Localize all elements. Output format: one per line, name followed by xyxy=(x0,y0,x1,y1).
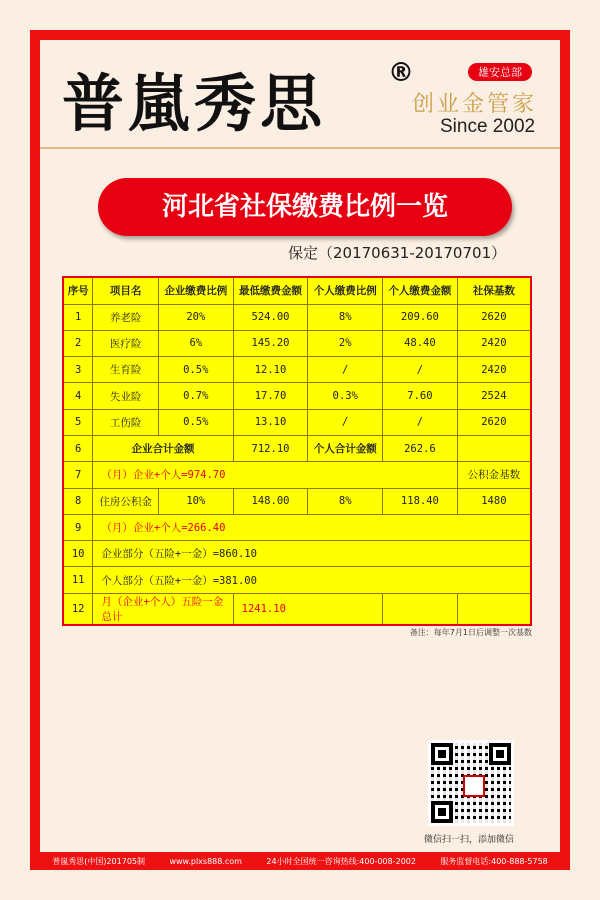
cell: 4 xyxy=(63,383,93,409)
table-header xyxy=(63,277,531,304)
cell: 48.40 xyxy=(383,330,458,356)
slogan: 创业金管家 xyxy=(412,92,538,117)
cell: 养老险 xyxy=(93,304,159,330)
table-row xyxy=(63,409,531,435)
cell: 1241.10 xyxy=(233,593,382,625)
cell: 712.10 xyxy=(233,435,308,461)
col-header: 企业缴费比例 xyxy=(158,277,233,304)
cell: 12 xyxy=(63,593,93,625)
cell: 8 xyxy=(63,488,93,514)
cell: 1480 xyxy=(457,488,531,514)
cell: 2620 xyxy=(457,409,531,435)
table-row xyxy=(63,488,531,514)
table-row xyxy=(63,330,531,356)
col-header: 社保基数 xyxy=(457,277,531,304)
cell: （月）企业+个人=266.40 xyxy=(93,514,531,540)
cell: / xyxy=(308,409,383,435)
cell: 工伤险 xyxy=(93,409,159,435)
cell: 1 xyxy=(63,304,93,330)
cell: / xyxy=(383,357,458,383)
cell: 医疗险 xyxy=(93,330,159,356)
brand-logo: 普嵐秀思 xyxy=(62,67,327,140)
cell: 3 xyxy=(63,357,93,383)
cell: 17.70 xyxy=(233,383,308,409)
cell: 住房公积金 xyxy=(93,488,159,514)
table-row xyxy=(63,383,531,409)
cell xyxy=(383,593,458,625)
poster-frame xyxy=(30,30,570,870)
cell: 个人部分（五险+一金）=381.00 xyxy=(93,567,531,593)
cell: 公积金基数 xyxy=(457,462,531,488)
col-header: 个人缴费金额 xyxy=(383,277,458,304)
cell: 2420 xyxy=(457,330,531,356)
since-text: Since 2002 xyxy=(440,116,536,137)
footer-bar xyxy=(40,854,560,868)
col-header: 最低缴费金额 xyxy=(233,277,308,304)
cell xyxy=(457,593,531,625)
cell: 2620 xyxy=(457,304,531,330)
cell: / xyxy=(383,409,458,435)
cell: 12.10 xyxy=(233,357,308,383)
cell: 7.60 xyxy=(383,383,458,409)
cell: 个人合计金额 xyxy=(308,435,383,461)
table-row xyxy=(63,593,531,625)
cell: 2 xyxy=(63,330,93,356)
cell: 10 xyxy=(63,541,93,567)
cell: 月（企业+个人）五险一金总计 xyxy=(93,593,233,625)
cell: 0.5% xyxy=(158,357,233,383)
note: 备注：每年7月1日后调整一次基数 xyxy=(409,628,532,637)
cell: 145.20 xyxy=(233,330,308,356)
cell xyxy=(457,435,531,461)
cell: 0.5% xyxy=(158,409,233,435)
header-divider xyxy=(40,147,560,149)
cell: 0.3% xyxy=(308,383,383,409)
cell: 2% xyxy=(308,330,383,356)
cell: 企业合计金额 xyxy=(93,435,233,461)
cell: 8% xyxy=(308,488,383,514)
cell: 9 xyxy=(63,514,93,540)
cell: 262.6 xyxy=(383,435,458,461)
registered-mark: ® xyxy=(388,58,414,88)
cell: 13.10 xyxy=(233,409,308,435)
cell: 148.00 xyxy=(233,488,308,514)
cell: 8% xyxy=(308,304,383,330)
col-header: 个人缴费比例 xyxy=(308,277,383,304)
col-header: 序号 xyxy=(63,277,93,304)
cell: 11 xyxy=(63,567,93,593)
cell: 生育险 xyxy=(93,357,159,383)
table-row xyxy=(63,462,531,488)
table-row xyxy=(63,304,531,330)
rates-table xyxy=(62,276,532,626)
cell: 0.7% xyxy=(158,383,233,409)
footer-website[interactable]: www.plxs888.com xyxy=(169,856,242,866)
cell: 118.40 xyxy=(383,488,458,514)
cell: / xyxy=(308,357,383,383)
col-header: 项目名 xyxy=(93,277,159,304)
table-row xyxy=(63,357,531,383)
cell: 企业部分（五险+一金）=860.10 xyxy=(93,541,531,567)
cell: 2420 xyxy=(457,357,531,383)
cell: 6% xyxy=(158,330,233,356)
footer-service-phone: 服务监督电话:400-888-5758 xyxy=(440,856,548,866)
cell: 10% xyxy=(158,488,233,514)
table-row xyxy=(63,514,531,540)
cell: 2524 xyxy=(457,383,531,409)
cell: 6 xyxy=(63,435,93,461)
cell: 失业险 xyxy=(93,383,159,409)
hq-badge: 雄安总部 xyxy=(468,63,532,81)
cell: 7 xyxy=(63,462,93,488)
page-title: 河北省社保缴费比例一览 xyxy=(98,178,512,236)
table-row xyxy=(63,435,531,461)
cell: 20% xyxy=(158,304,233,330)
subtitle: 保定（20170631-20170701） xyxy=(288,244,507,262)
cell: 524.00 xyxy=(233,304,308,330)
wechat-qr-code xyxy=(428,740,514,826)
cell: （月）企业+个人=974.70 xyxy=(93,462,457,488)
footer-hotline: 24小时全国统一咨询热线:400-008-2002 xyxy=(266,856,416,866)
table-row xyxy=(63,541,531,567)
table-row xyxy=(63,567,531,593)
qr-logo-icon xyxy=(463,775,485,797)
qr-caption: 微信扫一扫，添加微信 xyxy=(424,835,515,845)
footer-copyright: 普嵐秀思(中国)201705制 xyxy=(52,856,145,866)
cell: 209.60 xyxy=(383,304,458,330)
cell: 5 xyxy=(63,409,93,435)
